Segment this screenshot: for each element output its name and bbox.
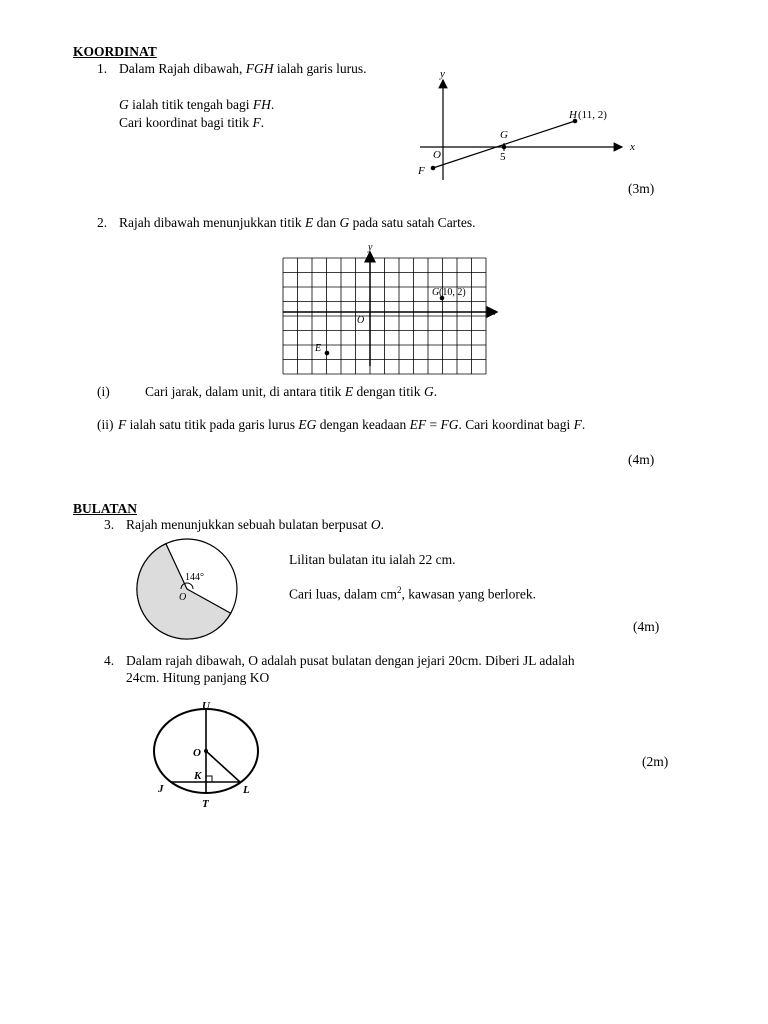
q2-number: 2. (97, 215, 108, 230)
q2-part-ii-text: F ialah satu titik pada garis lurus EG dengan keadaan EF = FG. Cari koordinat bagi F. (118, 417, 586, 432)
q2-e-label: E (315, 343, 322, 354)
q4-text-line2: 24cm. Hitung panjang KO (126, 670, 270, 685)
q4-radius-ol (206, 751, 240, 782)
q4-right-angle-mark (206, 776, 212, 782)
q2-g-label: G (432, 287, 440, 298)
q2-part-ii-label: (ii) (97, 417, 114, 432)
q3-center-label: O (179, 592, 187, 603)
q3-text-line1: Rajah menunjukkan sebuah bulatan berpusat O. (126, 517, 384, 532)
q1-tick-label: 5 (500, 151, 506, 163)
q3-number: 3. (104, 517, 115, 532)
q1-x-label: x (630, 141, 635, 153)
q4-number: 4. (104, 653, 115, 668)
q2-x-label: x (491, 307, 496, 318)
q4-label-l: L (243, 784, 250, 796)
q1-text-line1: Dalam Rajah dibawah, FGH ialah garis lurus. (119, 61, 367, 76)
q4-center-point (204, 749, 208, 753)
q2-part-i-label: (i) (97, 384, 110, 399)
q4-text-line1: Dalam rajah dibawah, O adalah pusat bulatan dengan jejari 20cm. Diberi JL adalah (126, 653, 575, 668)
q2-y-label: y (368, 242, 373, 253)
q3-angle-label: 144° (185, 572, 204, 583)
q4-label-j: J (158, 783, 164, 795)
q4-label-t: T (202, 798, 209, 810)
q4-label-k: K (194, 770, 202, 782)
q1-marks: (3m) (628, 181, 655, 196)
q1-h-coords: (11, 2) (578, 109, 607, 121)
q3-text-line2: Lilitan bulatan itu ialah 22 cm. (289, 552, 456, 567)
q2-origin-label: O (357, 315, 365, 326)
q1-y-label: y (440, 68, 445, 80)
q1-g-label: G (500, 129, 508, 141)
q1-text-line3: Cari koordinat bagi titik F. (119, 115, 265, 130)
q1-text-line2: G ialah titik tengah bagi FH. (119, 97, 275, 112)
q1-h-label: H (569, 109, 577, 121)
q1-f-label: F (418, 165, 425, 177)
q4-label-o: O (193, 747, 201, 759)
q1-number: 1. (97, 61, 108, 76)
q3-marks: (4m) (633, 619, 660, 634)
q2-text-line1: Rajah dibawah menunjukkan titik E dan G pada satu satah Cartes. (119, 215, 476, 230)
q1-origin-label: O (433, 149, 441, 161)
q2-marks: (4m) (628, 452, 655, 467)
q3-text-line3: Cari luas, dalam $cm^2$, kawasan yang berlorek. (289, 585, 537, 602)
q2-part-i-text: Cari jarak, dalam unit, di antara titik E dengan titik G. (145, 384, 438, 399)
q4-label-u: U (202, 700, 210, 712)
section-heading-koordinat: KOORDINAT (73, 44, 157, 59)
section-heading-bulatan: BULATAN (73, 501, 138, 516)
q4-marks: (2m) (642, 754, 669, 769)
q2-g-coords: (10, 2) (439, 287, 466, 298)
